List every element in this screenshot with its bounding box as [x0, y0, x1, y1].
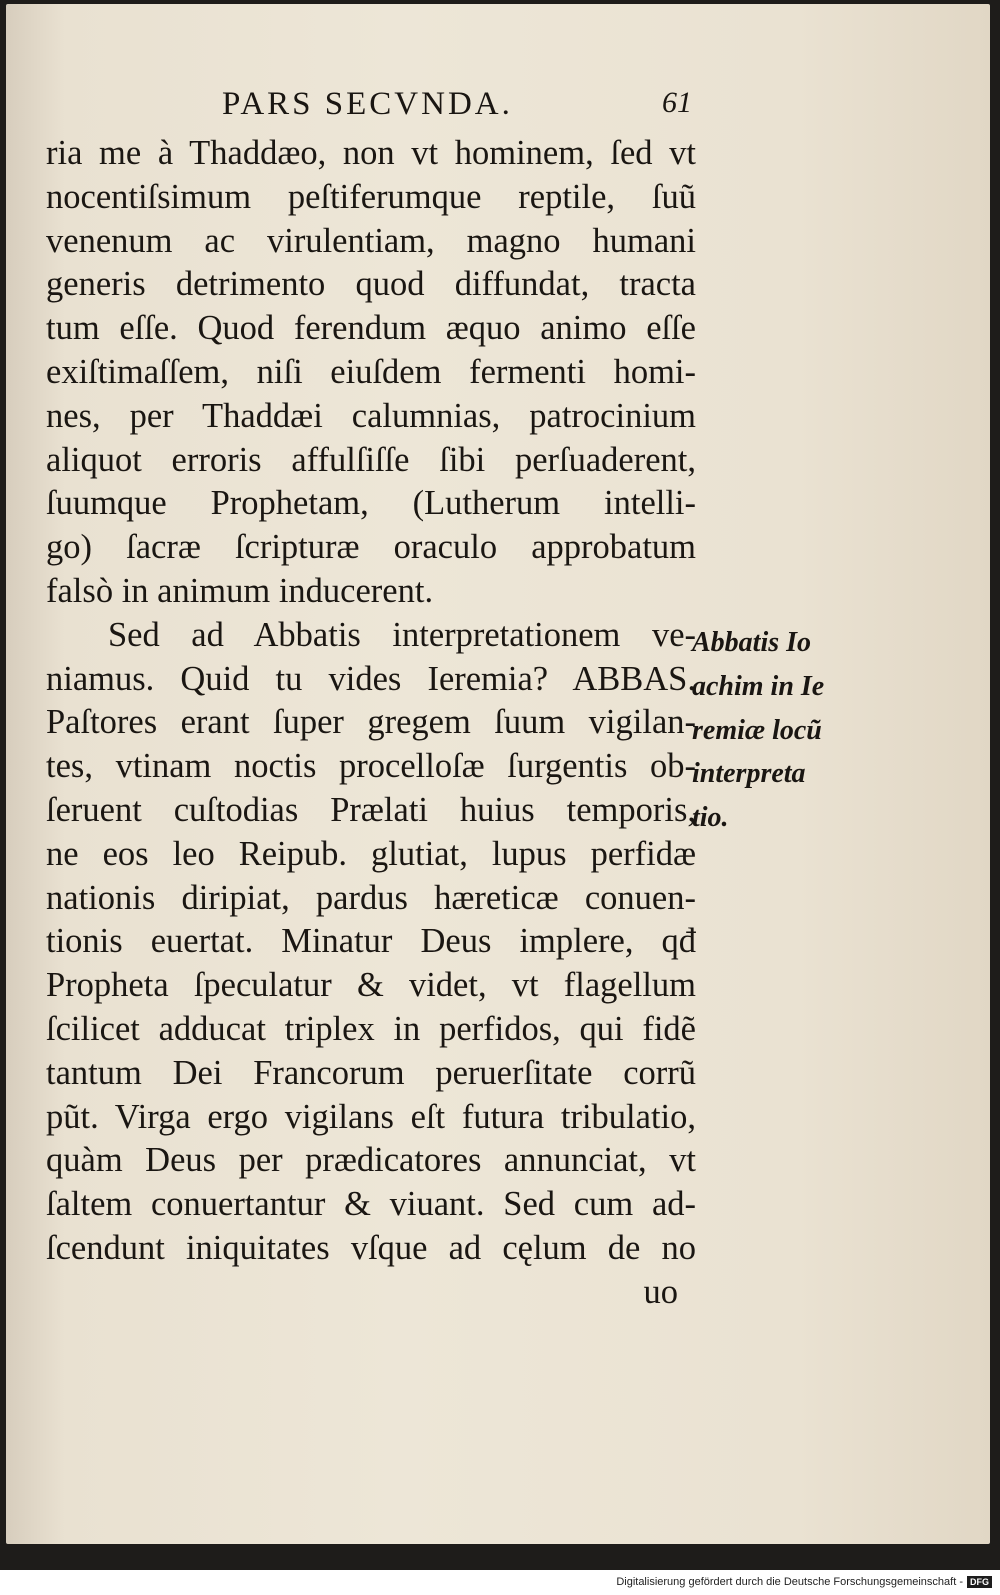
text-line: falsò in animum inducerent. — [46, 571, 434, 610]
running-title: PARS SECVNDA. — [222, 86, 513, 122]
body-text — [46, 132, 696, 1315]
marginal-note — [692, 621, 842, 840]
text-line: venenum ac virulentiam, magno humani — [46, 221, 696, 260]
text-line: quàm Deus per prædicatores annunciat, vt — [46, 1141, 696, 1180]
marginal-note-line: tio. — [692, 802, 729, 834]
text-line: exiſtimaſſem, niſi eiuſdem fermenti homi- — [46, 352, 696, 391]
page-number: 61 — [662, 86, 692, 119]
text-line: tes, vtinam noctis procelloſæ ſurgentis ob- — [46, 747, 696, 786]
catchword: uo — [643, 1272, 678, 1311]
text-line: nocentiſsimum peſtiferumque reptile, ſuũ — [46, 177, 696, 216]
text-line: Paſtores erant ſuper gregem ſuum vigilan- — [46, 703, 696, 742]
text-line: nationis diripiat, pardus hæreticæ conuen- — [46, 878, 696, 917]
page-header — [222, 82, 692, 132]
text-line: tantum Dei Francorum peruerſitate corrũ — [46, 1053, 696, 1092]
text-line: Propheta ſpeculatur & videt, vt flagellum — [46, 966, 696, 1005]
text-line: tum eſſe. Quod ferendum æquo animo eſſe — [46, 309, 696, 348]
marginal-note-line: interpreta — [692, 758, 806, 790]
credit-text: Digitalisierung gefördert durch die Deutsche Forschungsgemeinschaft - — [616, 1576, 963, 1588]
text-line: ſuumque Prophetam, (Lutherum intelli- — [46, 484, 696, 523]
text-line: ria me à Thaddæo, non vt hominem, ſed vt — [46, 134, 696, 172]
text-line: go) ſacræ ſcripturæ oraculo approbatum — [46, 528, 696, 567]
text-line: ſaltem conuertantur & viuant. Sed cum ad- — [46, 1185, 696, 1224]
text-line: ſcendunt iniquitates vſque ad cęlum de no — [46, 1228, 696, 1267]
book-page — [6, 4, 990, 1544]
text-line: ſcilicet adducat triplex in perfidos, qui fidẽ — [46, 1009, 696, 1048]
text-line: pũt. Virga ergo vigilans eſt futura tribulatio, — [46, 1097, 696, 1136]
text-line: aliquot erroris affulſiſſe ſibi perſuaderent, — [46, 440, 696, 479]
text-line: nes, per Thaddæi calumnias, patrocinium — [46, 396, 696, 435]
text-line: Sed ad Abbatis interpretationem ve- — [108, 615, 696, 654]
text-line: generis detrimento quod diffundat, tracta — [46, 265, 696, 304]
text-line: ſeruent cuſtodias Prælati huius temporis, — [46, 790, 696, 829]
text-line: niamus. Quid tu vides Ieremia? ABBAS. — [46, 659, 696, 698]
marginal-note-line: Abbatis Io — [692, 627, 812, 658]
text-line: tionis euertat. Minatur Deus implere, qđ — [46, 922, 696, 961]
text-line: ne eos leo Reipub. glutiat, lupus perfidæ — [46, 834, 696, 873]
digitization-credit — [616, 1576, 992, 1588]
marginal-note-line: achim in Ie — [692, 670, 825, 702]
marginal-note-line: remiæ locũ — [692, 714, 822, 746]
dfg-logo-icon: DFG — [967, 1576, 992, 1588]
